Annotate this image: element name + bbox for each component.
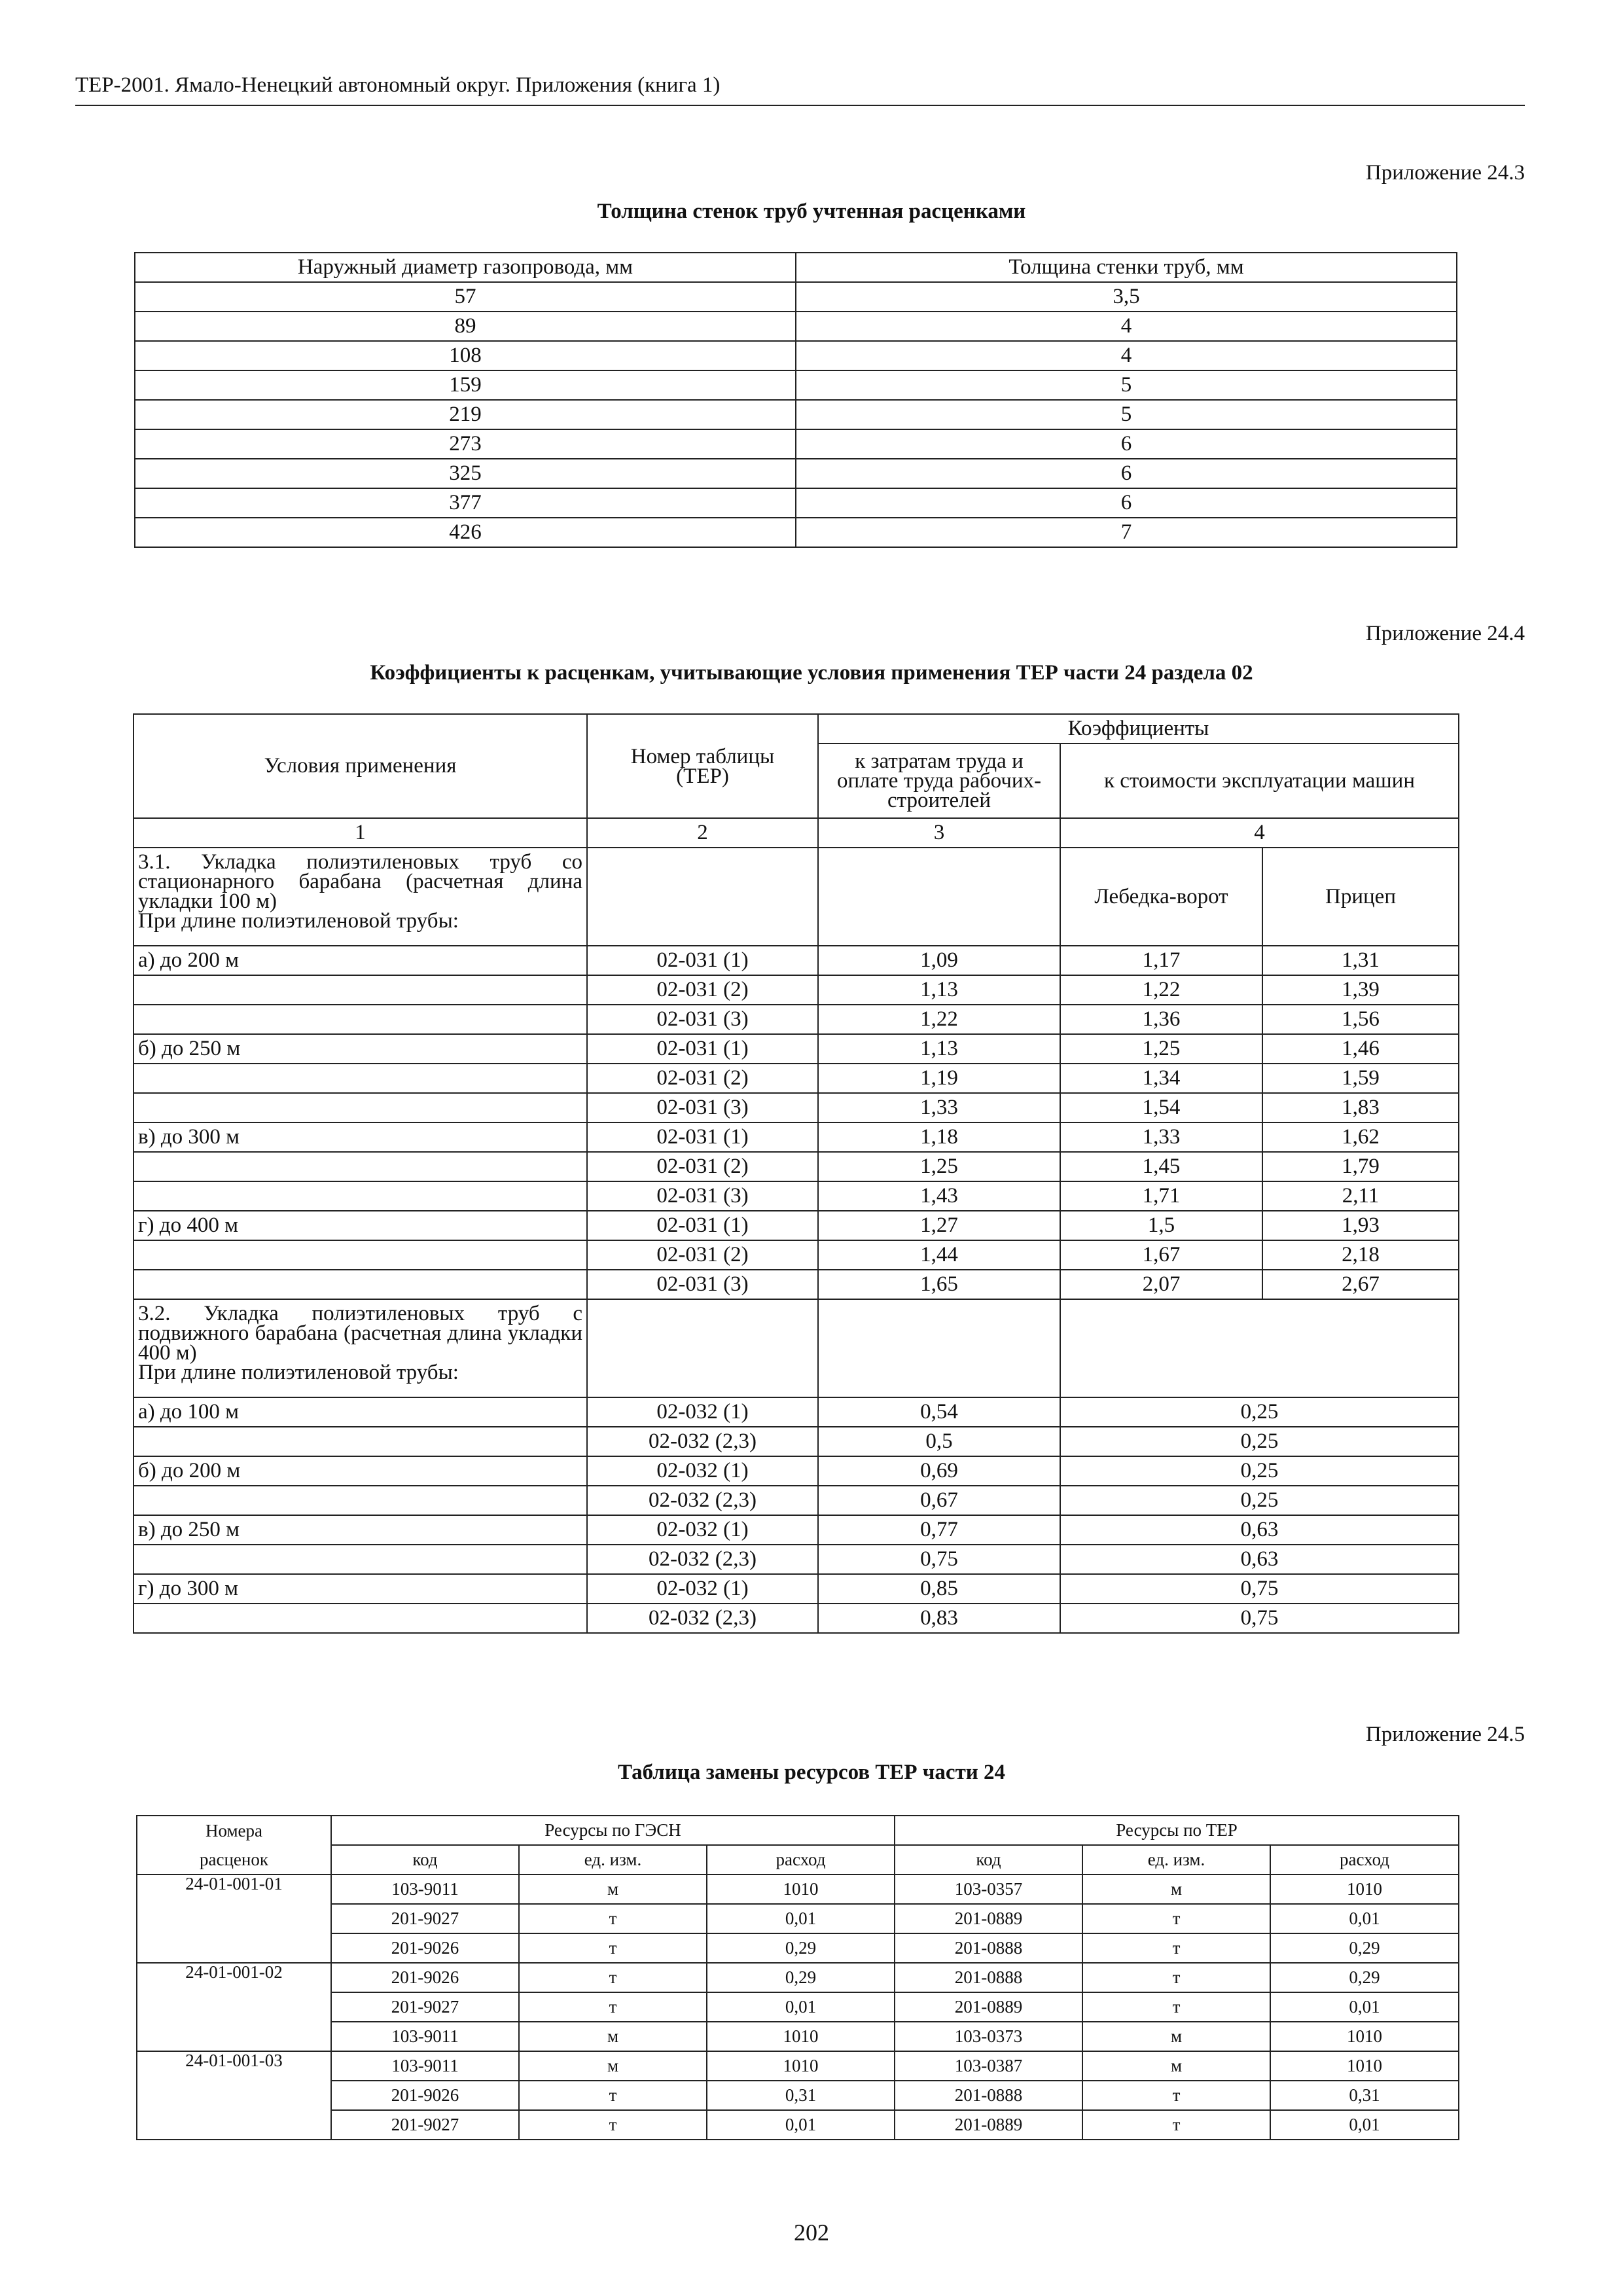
labor-coef-cell: 1,19 (818, 1064, 1060, 1093)
table-number-cell: 02-031 (3) (587, 1093, 818, 1122)
table-row (135, 370, 1457, 400)
gesn-usage-cell: 0,29 (707, 1933, 895, 1963)
trailer-coef-cell: 2,11 (1262, 1181, 1459, 1211)
table-title-wall-thickness: Толщина стенок труб учтенная расценками (597, 200, 1026, 223)
table-number-cell: 02-032 (1) (587, 1456, 818, 1486)
table-row (134, 1515, 1459, 1545)
table-row (137, 1904, 1459, 1933)
rate-number-cell: 24-01-001-02 (137, 1963, 331, 1992)
table-row (137, 2022, 1459, 2051)
table-number-cell: 02-031 (3) (587, 1005, 818, 1034)
page-number: 202 (794, 2219, 829, 2246)
ter-unit-cell: м (1082, 2022, 1270, 2051)
ter-usage-cell: 0,01 (1270, 1904, 1459, 1933)
labor-coef-cell: 1,18 (818, 1122, 1060, 1152)
table-number-cell: 02-032 (2,3) (587, 1604, 818, 1633)
length-cell: а) до 200 м (134, 946, 587, 975)
diameter-cell: 273 (135, 429, 796, 459)
gesn-usage-cell: 1010 (707, 2051, 895, 2081)
table-number-cell: 02-031 (2) (587, 1240, 818, 1270)
trailer-coef-cell: 2,67 (1262, 1270, 1459, 1299)
length-cell: г) до 400 м (134, 1211, 587, 1240)
col-head-gesn-code: код (331, 1845, 519, 1874)
section-3-1-sub: При длине полиэтиленовой трубы: (138, 909, 459, 933)
coefficients-table (133, 713, 1459, 1634)
trailer-coef-cell: 1,83 (1262, 1093, 1459, 1122)
labor-coef-cell: 1,13 (818, 1034, 1060, 1064)
col-head-ter-code: код (895, 1845, 1082, 1874)
ter-usage-cell: 0,29 (1270, 1963, 1459, 1992)
col-head-conditions: Условия применения (134, 714, 587, 818)
empty-cell (137, 1904, 331, 1933)
table-row (134, 1486, 1459, 1515)
appendix-label-24-4: Приложение 24.4 (1365, 622, 1525, 645)
thickness-cell: 6 (796, 488, 1457, 518)
empty-cell (137, 1933, 331, 1963)
col-head-gesn-unit: ед. изм. (519, 1845, 707, 1874)
diameter-cell: 426 (135, 518, 796, 547)
ter-unit-cell: т (1082, 2110, 1270, 2140)
ter-usage-cell: 0,01 (1270, 2110, 1459, 2140)
table-row (135, 312, 1457, 341)
col-head-rates-bottom: расценок (137, 1845, 331, 1874)
table-row (134, 1545, 1459, 1574)
table-row (134, 1152, 1459, 1181)
gesn-usage-cell: 1010 (707, 1874, 895, 1904)
ter-code-cell: 201-0889 (895, 1992, 1082, 2022)
ter-unit-cell: м (1082, 2051, 1270, 2081)
empty-cell (137, 2022, 331, 2051)
section-3-2-sub: При длине полиэтиленовой трубы: (138, 1361, 459, 1384)
table-row (134, 975, 1459, 1005)
gesn-code-cell: 201-9027 (331, 2110, 519, 2140)
gesn-unit-cell: м (519, 2022, 707, 2051)
table-row (134, 1574, 1459, 1604)
col-head-ter-unit: ед. изм. (1082, 1845, 1270, 1874)
table-row (135, 459, 1457, 488)
table-number-cell: 02-032 (1) (587, 1574, 818, 1604)
machine-coef-cell: 0,25 (1060, 1486, 1459, 1515)
trailer-coef-cell: 1,31 (1262, 946, 1459, 975)
table-row (134, 1456, 1459, 1486)
table-number-cell: 02-031 (3) (587, 1270, 818, 1299)
col-head-rates-top: Номера (137, 1816, 331, 1845)
thickness-cell: 7 (796, 518, 1457, 547)
labor-coef-cell: 0,67 (818, 1486, 1060, 1515)
table-number-cell: 02-031 (1) (587, 1034, 818, 1064)
labor-coef-cell: 0,69 (818, 1456, 1060, 1486)
table-row (134, 1604, 1459, 1633)
col-head-gesn: Ресурсы по ГЭСН (331, 1816, 895, 1845)
labor-coef-cell: 0,54 (818, 1397, 1060, 1427)
trailer-coef-cell: 1,93 (1262, 1211, 1459, 1240)
winch-coef-cell: 1,33 (1060, 1122, 1262, 1152)
ter-code-cell: 201-0888 (895, 1933, 1082, 1963)
machine-coef-cell: 0,63 (1060, 1545, 1459, 1574)
machine-coef-cell: 0,75 (1060, 1574, 1459, 1604)
diameter-cell: 377 (135, 488, 796, 518)
length-cell (134, 1240, 587, 1270)
length-cell: в) до 250 м (134, 1515, 587, 1545)
ter-unit-cell: т (1082, 1933, 1270, 1963)
table-title-resource-replacement: Таблица замены ресурсов ТЕР части 24 (617, 1761, 1006, 1784)
length-cell (134, 975, 587, 1005)
table-number-cell: 02-031 (1) (587, 1211, 818, 1240)
labor-coef-cell: 0,75 (818, 1545, 1060, 1574)
labor-coef-cell: 1,65 (818, 1270, 1060, 1299)
gesn-unit-cell: м (519, 2051, 707, 2081)
table-row (137, 1874, 1459, 1904)
col-head-diameter: Наружный диаметр газопровода, мм (135, 253, 796, 282)
gesn-code-cell: 201-9026 (331, 1933, 519, 1963)
ter-usage-cell: 0,29 (1270, 1933, 1459, 1963)
thickness-cell: 4 (796, 341, 1457, 370)
table-row (134, 1122, 1459, 1152)
empty-cell (818, 1299, 1060, 1397)
col-head-thickness: Толщина стенки труб, мм (796, 253, 1457, 282)
gesn-unit-cell: т (519, 2081, 707, 2110)
length-cell: а) до 100 м (134, 1397, 587, 1427)
gesn-unit-cell: т (519, 1992, 707, 2022)
appendix-label-24-3: Приложение 24.3 (1365, 161, 1525, 185)
gesn-usage-cell: 0,29 (707, 1963, 895, 1992)
winch-coef-cell: 1,45 (1060, 1152, 1262, 1181)
table-number-cell: 02-032 (1) (587, 1397, 818, 1427)
table-row (137, 1933, 1459, 1963)
ter-unit-cell: т (1082, 1963, 1270, 1992)
table-row (134, 1064, 1459, 1093)
table-row (134, 1427, 1459, 1456)
table-header-row (135, 253, 1457, 282)
table-row (137, 2081, 1459, 2110)
empty-cell (587, 1299, 818, 1397)
winch-coef-cell: 1,67 (1060, 1240, 1262, 1270)
table-number-cell: 02-031 (1) (587, 1122, 818, 1152)
rate-number-cell: 24-01-001-03 (137, 2051, 331, 2081)
thickness-cell: 5 (796, 370, 1457, 400)
table-row (137, 1992, 1459, 2022)
thickness-cell: 5 (796, 400, 1457, 429)
gesn-usage-cell: 0,31 (707, 2081, 895, 2110)
diameter-cell: 57 (135, 282, 796, 312)
labor-coef-cell: 0,77 (818, 1515, 1060, 1545)
length-cell (134, 1064, 587, 1093)
col-head-ter-usage: расход (1270, 1845, 1459, 1874)
col-head-ter: Ресурсы по ТЕР (895, 1816, 1459, 1845)
ter-usage-cell: 1010 (1270, 1874, 1459, 1904)
table-row (135, 518, 1457, 547)
table-row (137, 2051, 1459, 2081)
gesn-code-cell: 201-9026 (331, 1963, 519, 1992)
rate-number-cell: 24-01-001-01 (137, 1874, 331, 1904)
table-number-cell: 02-032 (2,3) (587, 1427, 818, 1456)
labor-coef-cell: 1,44 (818, 1240, 1060, 1270)
winch-coef-cell: 1,22 (1060, 975, 1262, 1005)
thickness-cell: 6 (796, 429, 1457, 459)
table-row (134, 1034, 1459, 1064)
table-row (134, 1240, 1459, 1270)
diameter-cell: 325 (135, 459, 796, 488)
table-row (134, 1181, 1459, 1211)
labor-coef-cell: 0,83 (818, 1604, 1060, 1633)
trailer-coef-cell: 1,46 (1262, 1034, 1459, 1064)
section-3-2-row (134, 1299, 1459, 1397)
section-3-1-description (134, 848, 587, 946)
gesn-usage-cell: 1010 (707, 2022, 895, 2051)
ter-code-cell: 201-0888 (895, 2081, 1082, 2110)
machine-coef-cell: 0,25 (1060, 1397, 1459, 1427)
wall-thickness-table (134, 252, 1457, 548)
gesn-usage-cell: 0,01 (707, 2110, 895, 2140)
length-cell (134, 1427, 587, 1456)
trailer-coef-cell: 1,79 (1262, 1152, 1459, 1181)
table-number-cell: 02-031 (1) (587, 946, 818, 975)
winch-coef-cell: 1,25 (1060, 1034, 1262, 1064)
header-rule (75, 105, 1525, 106)
gesn-unit-cell: т (519, 1904, 707, 1933)
table-number-cell: 02-031 (2) (587, 975, 818, 1005)
thickness-cell: 4 (796, 312, 1457, 341)
table-row (135, 341, 1457, 370)
table-row (135, 282, 1457, 312)
ter-code-cell: 201-0889 (895, 1904, 1082, 1933)
length-cell (134, 1270, 587, 1299)
gesn-unit-cell: м (519, 1874, 707, 1904)
table-number-cell: 02-031 (3) (587, 1181, 818, 1211)
gesn-code-cell: 201-9027 (331, 1992, 519, 2022)
ter-code-cell: 103-0373 (895, 2022, 1082, 2051)
table-row (134, 1270, 1459, 1299)
empty-cell (137, 2110, 331, 2140)
ter-code-cell: 103-0387 (895, 2051, 1082, 2081)
thickness-cell: 3,5 (796, 282, 1457, 312)
winch-coef-cell: 1,71 (1060, 1181, 1262, 1211)
length-cell (134, 1005, 587, 1034)
ter-unit-cell: м (1082, 1874, 1270, 1904)
ter-code-cell: 201-0888 (895, 1963, 1082, 1992)
ter-unit-cell: т (1082, 1992, 1270, 2022)
labor-coef-cell: 0,5 (818, 1427, 1060, 1456)
labor-coef-cell: 0,85 (818, 1574, 1060, 1604)
gesn-unit-cell: т (519, 1933, 707, 1963)
length-cell: г) до 300 м (134, 1574, 587, 1604)
table-row (135, 429, 1457, 459)
ter-usage-cell: 0,31 (1270, 2081, 1459, 2110)
length-cell: б) до 200 м (134, 1456, 587, 1486)
gesn-code-cell: 201-9026 (331, 2081, 519, 2110)
gesn-usage-cell: 0,01 (707, 1904, 895, 1933)
gesn-unit-cell: т (519, 2110, 707, 2140)
length-cell (134, 1181, 587, 1211)
trailer-header: Прицеп (1262, 848, 1459, 946)
winch-coef-cell: 1,34 (1060, 1064, 1262, 1093)
col-head-labor: к затратам труда и оплате труда рабочих-строителей (818, 744, 1060, 818)
labor-coef-cell: 1,22 (818, 1005, 1060, 1034)
machine-coef-cell: 0,25 (1060, 1456, 1459, 1486)
diameter-cell: 89 (135, 312, 796, 341)
machine-coef-cell: 0,25 (1060, 1427, 1459, 1456)
trailer-coef-cell: 1,39 (1262, 975, 1459, 1005)
section-3-1-text: 3.1. Укладка полиэтиленовых труб со стационарного барабана (расчетная длина укладки 100 м) (138, 850, 582, 913)
labor-coef-cell: 1,27 (818, 1211, 1060, 1240)
empty-cell (587, 848, 818, 946)
table-row (137, 2110, 1459, 2140)
col-number-3: 3 (818, 818, 1060, 848)
table-row (134, 1211, 1459, 1240)
labor-coef-cell: 1,13 (818, 975, 1060, 1005)
col-head-coefficients: Коэффициенты (818, 714, 1459, 744)
section-3-2-text: 3.2. Укладка полиэтиленовых труб с подвижного барабана (расчетная длина укладки 400 м) (138, 1302, 582, 1365)
thickness-cell: 6 (796, 459, 1457, 488)
length-cell (134, 1093, 587, 1122)
ter-unit-cell: т (1082, 2081, 1270, 2110)
resource-replacement-table (136, 1815, 1459, 2140)
table-row (134, 1005, 1459, 1034)
length-cell (134, 1486, 587, 1515)
gesn-code-cell: 103-9011 (331, 2051, 519, 2081)
empty-cell (137, 1992, 331, 2022)
col-head-machines: к стоимости эксплуатации машин (1060, 744, 1459, 818)
table-number-cell: 02-031 (2) (587, 1064, 818, 1093)
labor-coef-cell: 1,33 (818, 1093, 1060, 1122)
col-head-table-number: Номер таблицы (ТЕР) (587, 714, 818, 818)
col-number-2: 2 (587, 818, 818, 848)
table-row (134, 946, 1459, 975)
ter-code-cell: 201-0889 (895, 2110, 1082, 2140)
winch-coef-cell: 1,36 (1060, 1005, 1262, 1034)
table-number-cell: 02-032 (1) (587, 1515, 818, 1545)
diameter-cell: 108 (135, 341, 796, 370)
winch-coef-cell: 1,17 (1060, 946, 1262, 975)
gesn-code-cell: 201-9027 (331, 1904, 519, 1933)
section-3-2-description (134, 1299, 587, 1397)
table-number-cell: 02-032 (2,3) (587, 1545, 818, 1574)
table-row (135, 488, 1457, 518)
empty-cell (137, 2081, 331, 2110)
empty-cell (818, 848, 1060, 946)
table-number-cell: 02-032 (2,3) (587, 1486, 818, 1515)
col-head-gesn-usage: расход (707, 1845, 895, 1874)
labor-coef-cell: 1,25 (818, 1152, 1060, 1181)
diameter-cell: 219 (135, 400, 796, 429)
ter-code-cell: 103-0357 (895, 1874, 1082, 1904)
trailer-coef-cell: 1,56 (1262, 1005, 1459, 1034)
table-row (135, 400, 1457, 429)
ter-usage-cell: 1010 (1270, 2051, 1459, 2081)
ter-usage-cell: 0,01 (1270, 1992, 1459, 2022)
empty-cell (1060, 1299, 1459, 1397)
labor-coef-cell: 1,09 (818, 946, 1060, 975)
gesn-code-cell: 103-9011 (331, 1874, 519, 1904)
gesn-code-cell: 103-9011 (331, 2022, 519, 2051)
winch-coef-cell: 2,07 (1060, 1270, 1262, 1299)
gesn-usage-cell: 0,01 (707, 1992, 895, 2022)
length-cell (134, 1152, 587, 1181)
col-number-4: 4 (1060, 818, 1459, 848)
appendix-label-24-5: Приложение 24.5 (1365, 1723, 1525, 1746)
diameter-cell: 159 (135, 370, 796, 400)
labor-coef-cell: 1,43 (818, 1181, 1060, 1211)
machine-coef-cell: 0,75 (1060, 1604, 1459, 1633)
table-row (134, 1093, 1459, 1122)
length-cell: в) до 300 м (134, 1122, 587, 1152)
trailer-coef-cell: 1,59 (1262, 1064, 1459, 1093)
winch-coef-cell: 1,5 (1060, 1211, 1262, 1240)
ter-usage-cell: 1010 (1270, 2022, 1459, 2051)
table-row (134, 1397, 1459, 1427)
trailer-coef-cell: 2,18 (1262, 1240, 1459, 1270)
table-number-cell: 02-031 (2) (587, 1152, 818, 1181)
winch-coef-cell: 1,54 (1060, 1093, 1262, 1122)
length-cell: б) до 250 м (134, 1034, 587, 1064)
machine-coef-cell: 0,63 (1060, 1515, 1459, 1545)
length-cell (134, 1545, 587, 1574)
ter-unit-cell: т (1082, 1904, 1270, 1933)
table-title-coefficients: Коэффициенты к расценкам, учитывающие условия применения ТЕР части 24 раздела 02 (370, 661, 1253, 685)
running-header: ТЕР-2001. Ямало-Ненецкий автономный округ. Приложения (книга 1) (75, 73, 721, 97)
col-number-1: 1 (134, 818, 587, 848)
winch-header: Лебедка-ворот (1060, 848, 1262, 946)
trailer-coef-cell: 1,62 (1262, 1122, 1459, 1152)
length-cell (134, 1604, 587, 1633)
gesn-unit-cell: т (519, 1963, 707, 1992)
table-row (137, 1963, 1459, 1992)
